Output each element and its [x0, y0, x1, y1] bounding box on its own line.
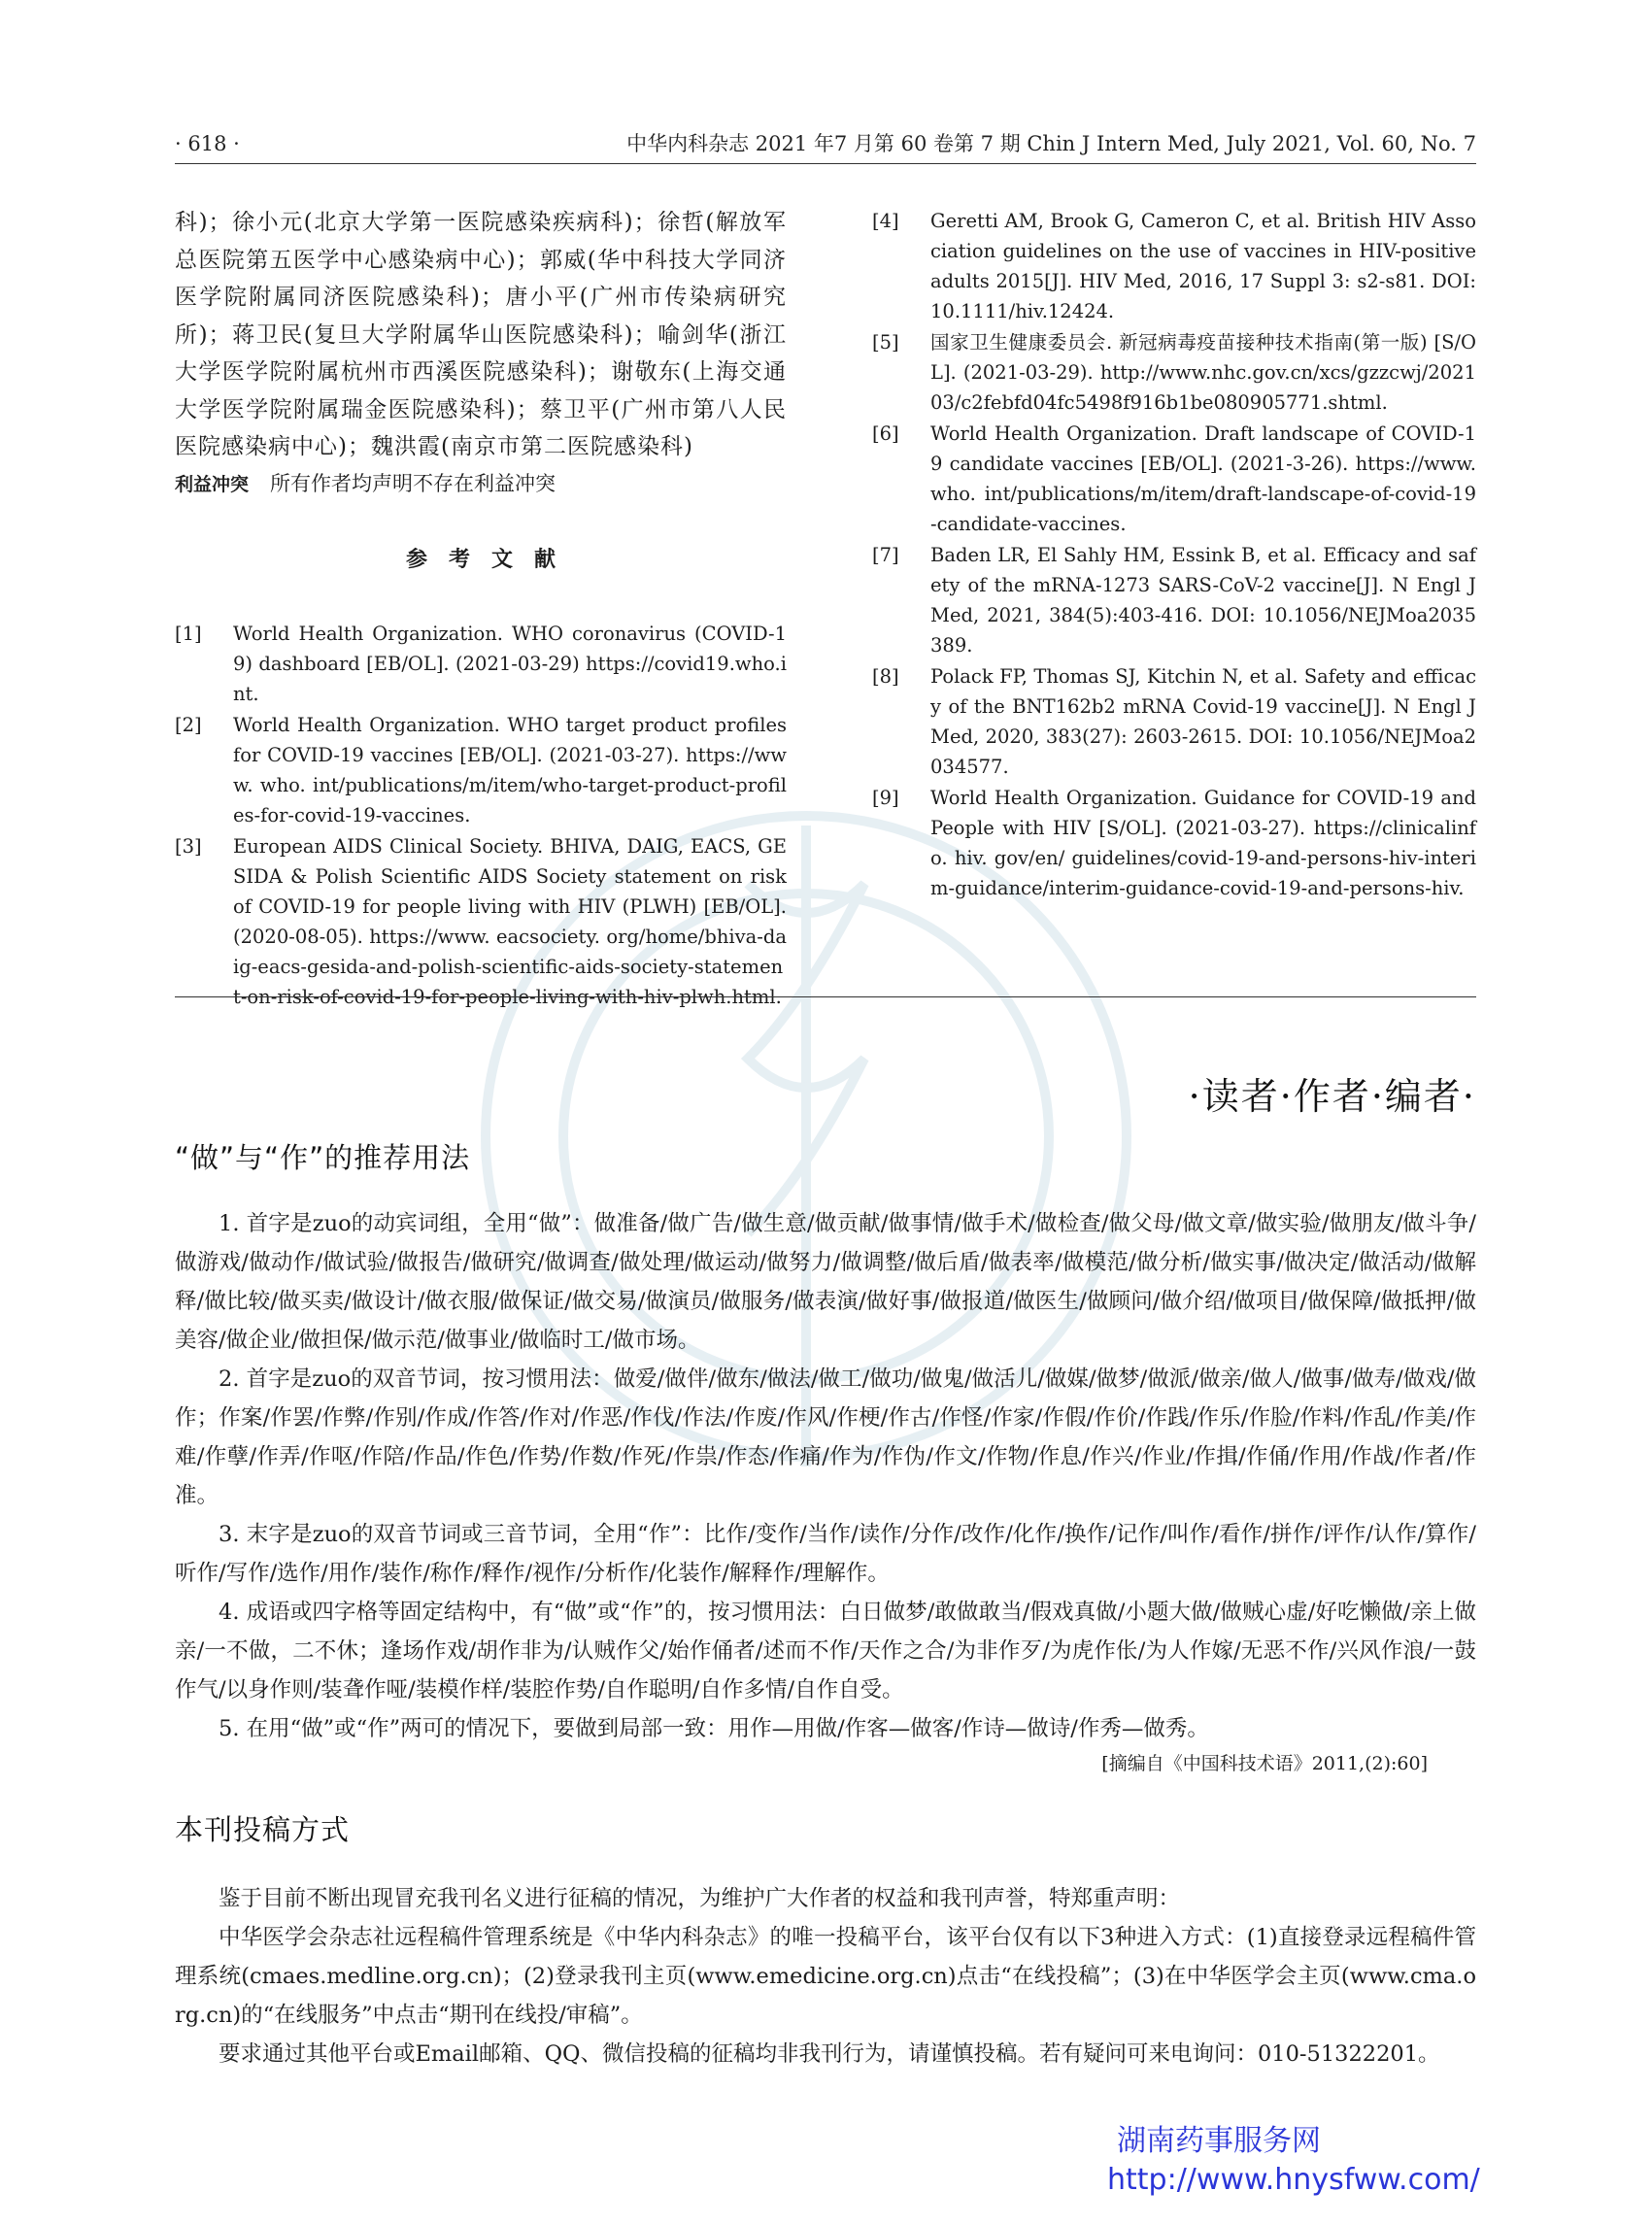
section-divider: [175, 996, 1476, 997]
usage-paragraph: 2. 首字是zuo的双音节词，按习惯用法：做爱/做伴/做东/做法/做工/做功/做鬼/做活儿/做媒/做梦/做派/做亲/做人/做事/做寿/做戏/做作；作案/作罢/作弊/作别/作成/作答/作对/作恶/作伐/作法/作废/作风/作梗/作古/作怪/作家/作假/作价/作践/作乐/作脸/作料/作乱/作美/作难/作孽/作弄/作呕/作陪/作品/作色/作势/作数/作死/作祟/作态/作痛/作为/作伪/作文/作物/作息/作兴/作业/作揖/作俑/作用/作战/作者/作准。: [175, 1366, 1476, 1508]
reference-number: [5]: [872, 331, 899, 354]
watermark-site-name: 湖南药事服务网: [1117, 2124, 1321, 2158]
usage-paragraph: 4. 成语或四字格等固定结构中，有“做”或“作”的，按习惯用法：白日做梦/敢做敢当/假戏真做/小题大做/做贼心虚/好吃懒做/亲上做亲/一不做，二不休；逢场作戏/胡作非为/认贼作父/始作俑者/述而不作/天作之合/为非作歹/为虎作伥/为人作嫁/无恶不作/兴风作浪/一鼓作气/以身作则/装聋作哑/装模作样/装腔作势/自作聪明/自作多情/自作自受。: [175, 1600, 1476, 1702]
reference-text: European AIDS Clinical Society. BHIVA, DAIG, EACS, GESIDA & Polish Scientific AIDS Society statement on risk of COVID-19 for people living with HIV (PLWH) [EB/OL]. (2020-08-05). https://www. eacsociety. org/home/bhiva-daig-eacs-gesida-and-polish-scientific-aids-society-statement-on-risk-of-covid-19-for-people-living-with-hiv-plwh.html.: [233, 835, 787, 1008]
reference-item: [872, 540, 1476, 660]
reference-text: Baden LR, El Sahly HM, Essink B, et al. Efficacy and safety of the mRNA-1273 SARS-CoV-2 vaccine[J]. N Engl J Med, 2021, 384(5):403-416. DOI: 10.1056/NEJMoa2035389.: [930, 544, 1476, 657]
reference-list-left: [175, 619, 787, 1012]
reference-number: [1]: [175, 623, 202, 645]
usage-paragraph: 3. 末字是zuo的双音节词或三音节词，全用“作”：比作/变作/当作/读作/分作/改作/化作/换作/记作/叫作/看作/拼作/评作/认作/算作/听作/写作/选作/用作/装作/称作/释作/视作/分析作/化装作/解释作/理解作。: [175, 1522, 1476, 1586]
usage-source-note: [摘编自《中国科技术语》2011,(2):60]: [1101, 1753, 1428, 1774]
usage-paragraph: 1. 首字是zuo的动宾词组，全用“做”：做准备/做广告/做生意/做贡献/做事情/做手术/做检查/做父母/做文章/做实验/做朋友/做斗争/做游戏/做动作/做试验/做报告/做研究/做调查/做处理/做运动/做努力/做调整/做后盾/做表率/做模范/做分析/做实事/做决定/做活动/做解释/做比较/做买卖/做设计/做衣服/做保证/做交易/做演员/做服务/做表演/做好事/做报道/做医生/做顾问/做介绍/做项目/做保障/做抵押/做美容/做企业/做担保/做示范/做事业/做临时工/做市场。: [175, 1211, 1476, 1353]
submission-article-body: [175, 1879, 1476, 2073]
reference-item: [872, 419, 1476, 539]
reference-text: Geretti AM, Brook G, Cameron C, et al. British HIV Association guidelines on the use of vaccines in HIV-positive adults 2015[J]. HIV Med, 2016, 17 Suppl 3: s2-s81. DOI: 10.1111/hiv.12424.: [930, 210, 1476, 322]
reference-number: [4]: [872, 210, 899, 232]
reference-item: [175, 710, 787, 830]
reference-text: World Health Organization. Guidance for COVID-19 and People with HIV [S/OL]. (2021-03-27). https://clinicalinfo. hiv. gov/en/ guidelines/covid-19-and-persons-hiv-interim-guidance/interim-guidance-covid-19-and-persons-hiv.: [930, 787, 1476, 899]
usage-paragraph: 5. 在用“做”或“作”两可的情况下，要做到局部一致：用作—用做/作客—做客/作诗—做诗/作秀—做秀。: [219, 1716, 1209, 1741]
usage-article-body: [175, 1204, 1476, 1779]
reference-item: [872, 327, 1476, 418]
journal-citation: 中华内科杂志 2021 年7 月第 60 卷第 7 期 Chin J Intern Med, July 2021, Vol. 60, No. 7: [626, 132, 1476, 155]
reference-list-right: [872, 206, 1476, 903]
reference-number: [6]: [872, 422, 899, 445]
watermark-url[interactable]: http://www.hnysfww.com/: [1107, 2163, 1480, 2197]
reference-text: Polack FP, Thomas SJ, Kitchin N, et al. Safety and efficacy of the BNT162b2 mRNA Covid-19 vaccine[J]. N Engl J Med, 2020, 383(27): 2603-2615. DOI: 10.1056/NEJMoa2034577.: [930, 665, 1476, 778]
submission-paragraph: 鉴于目前不断出现冒充我刊名义进行征稿的情况，为维护广大作者的权益和我刊声誉，特郑重声明：: [219, 1886, 1181, 1911]
coi-label: 利益冲突: [175, 473, 250, 495]
site-watermark: [1107, 2122, 1480, 2200]
reference-text: World Health Organization. WHO coronavirus (COVID-19) dashboard [EB/OL]. (2021-03-29) https://covid19.who.int.: [233, 623, 787, 705]
reference-number: [9]: [872, 787, 899, 809]
usage-article-title: “做”与“作”的推荐用法: [175, 1141, 471, 1174]
reference-text: World Health Organization. Draft landscape of COVID-19 candidate vaccines [EB/OL]. (2021-3-26). https://www. who. int/publications/m/item/draft-landscape-of-covid-19-candidate-vaccines.: [930, 422, 1476, 535]
conflict-of-interest: [175, 466, 787, 502]
references-heading: 参考文献: [405, 546, 577, 572]
coi-text: 所有作者均声明不存在利益冲突: [270, 471, 556, 495]
submission-article-title: 本刊投稿方式: [175, 1813, 351, 1846]
reference-text: 国家卫生健康委员会. 新冠病毒疫苗接种技术指南(第一版) [S/OL]. (2021-03-29). http://www.nhc.gov.cn/xcs/gzzcwj/202103/c2febfd04fc5498f916b1be080905771.shtml.: [930, 331, 1476, 414]
reference-number: [7]: [872, 544, 899, 566]
column-section-label: ·读者·作者·编者·: [1188, 1075, 1476, 1118]
right-column: [872, 206, 1476, 904]
reference-item: [872, 661, 1476, 782]
reference-item: [872, 783, 1476, 903]
submission-paragraph: 中华医学会杂志社远程稿件管理系统是《中华内科杂志》的唯一投稿平台，该平台仅有以下3种进入方式：(1)直接登录远程稿件管理系统(cmaes.medline.org.cn)；(2)登录我刊主页(www.emedicine.org.cn)点击“在线投稿”；(3)在中华医学会主页(www.cma.org.cn)的“在线服务”中点击“期刊在线投/审稿”。: [175, 1925, 1476, 2028]
reference-item: [872, 206, 1476, 326]
reference-item: [175, 619, 787, 709]
page-number: · 618 ·: [175, 132, 240, 155]
page-header: [175, 124, 1476, 164]
reference-number: [8]: [872, 665, 899, 688]
reference-text: World Health Organization. WHO target product profiles for COVID-19 vaccines [EB/OL]. (2021-03-27). https://www. who. int/publications/m/item/who-target-product-profiles-for-covid-19-vaccines.: [233, 714, 787, 826]
reference-item: [175, 831, 787, 1012]
submission-paragraph: 要求通过其他平台或Email邮箱、QQ、微信投稿的征稿均非我刊行为，请谨慎投稿。若有疑问可来电询问：010-51322201。: [219, 2041, 1440, 2067]
left-column: [175, 204, 787, 1013]
reference-number: [2]: [175, 714, 202, 736]
acknowledgement-text: 科)；徐小元(北京大学第一医院感染疾病科)；徐哲(解放军总医院第五医学中心感染病中心)；郭威(华中科技大学同济医学院附属同济医院感染科)；唐小平(广州市传染病研究所)；蒋卫民(复旦大学附属华山医院感染科)；喻剑华(浙江大学医学院附属杭州市西溪医院感染科)；谢敬东(上海交通大学医学院附属瑞金医院感染科)；蔡卫平(广州市第八人民医院感染病中心)；魏洪霞(南京市第二医院感染科): [175, 210, 787, 459]
reference-number: [3]: [175, 835, 202, 858]
